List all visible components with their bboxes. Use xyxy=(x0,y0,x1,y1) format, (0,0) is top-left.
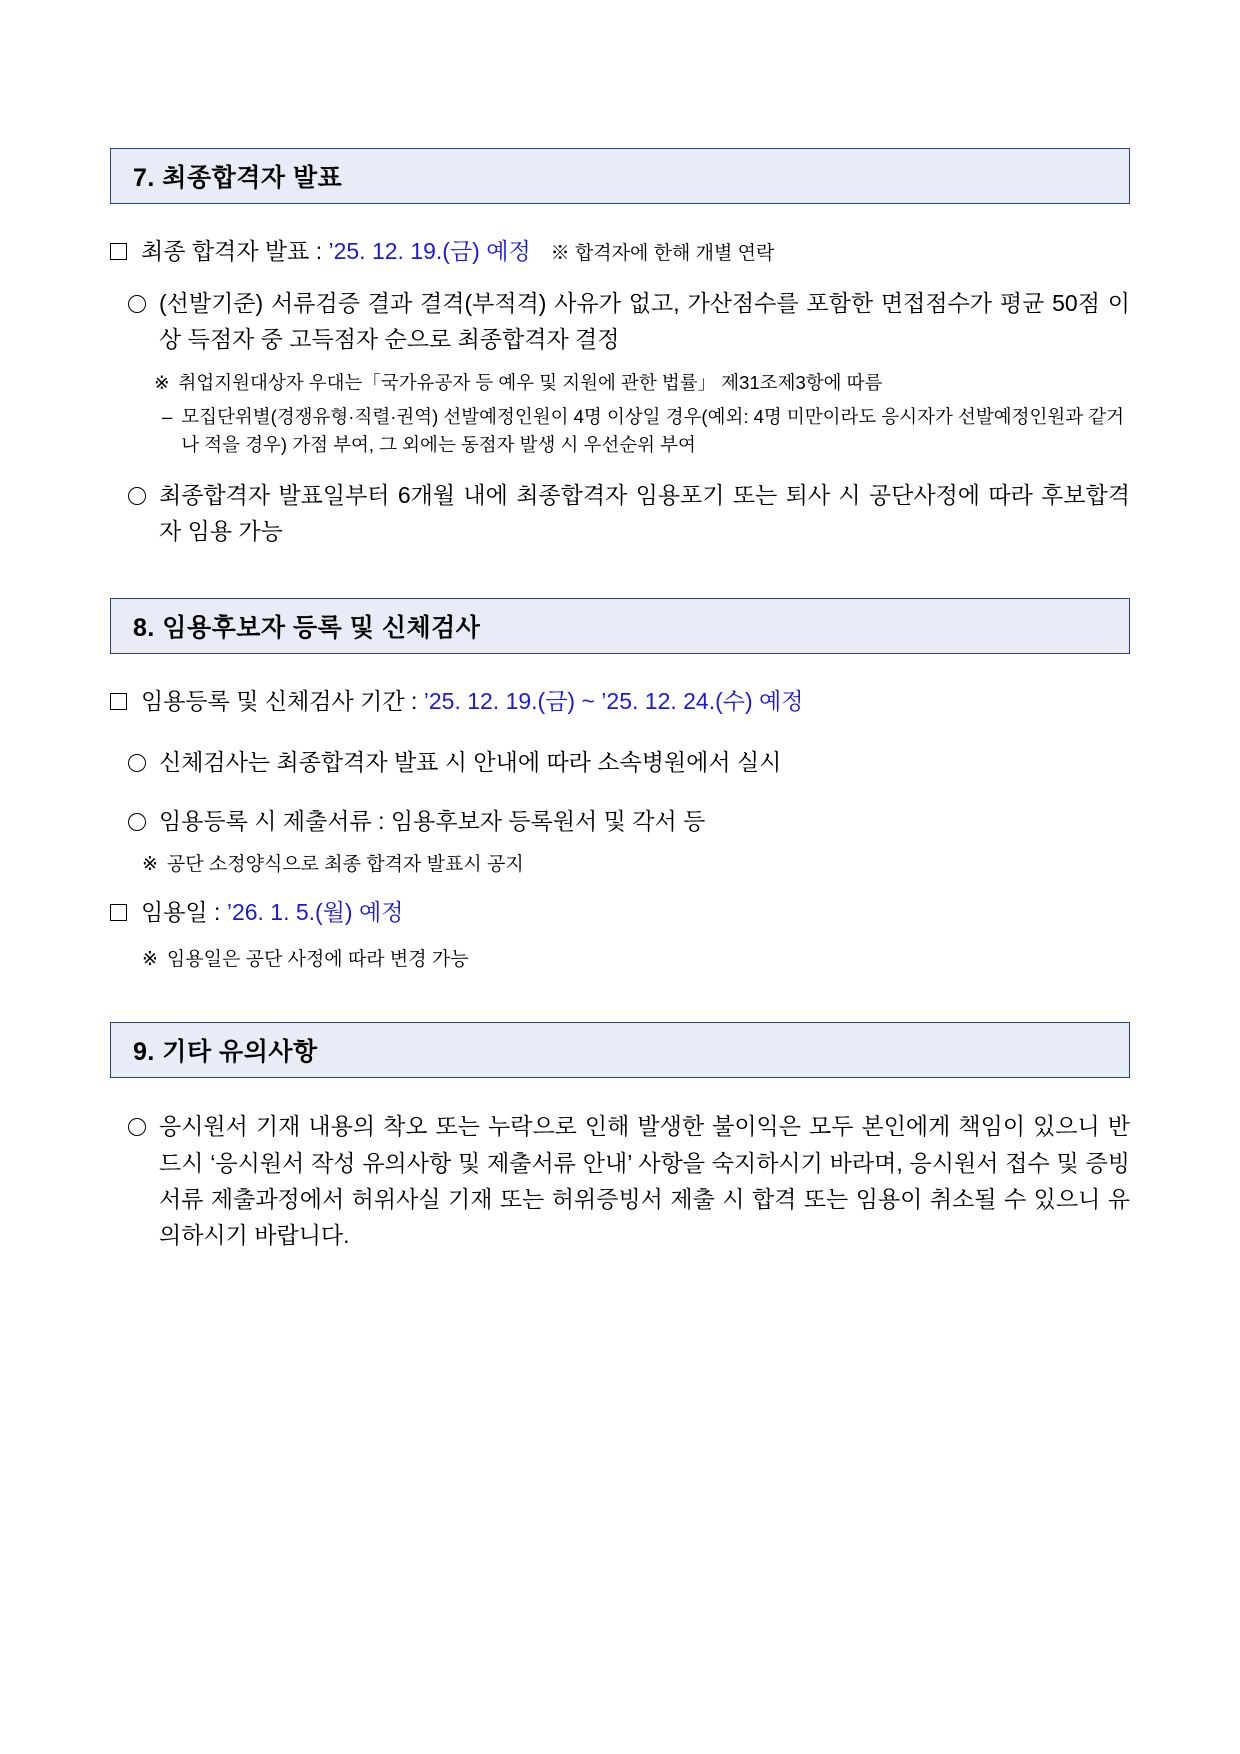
backup-candidate-text: 최종합격자 발표일부터 6개월 내에 최종합격자 임용포기 또는 퇴사 시 공단사정에 따라 후보합격자 임용 가능 xyxy=(159,482,1130,545)
dash-mark-icon: – xyxy=(162,405,173,427)
medical-exam-text: 신체검사는 최종합격자 발표 시 안내에 따라 소속병원에서 실시 xyxy=(159,749,782,776)
backup-candidate-line xyxy=(110,477,1130,550)
appointment-date-label: 임용일 : xyxy=(141,899,227,926)
submission-docs-text: 임용등록 시 제출서류 : 임용후보자 등록원서 및 각서 등 xyxy=(159,807,706,834)
circle-bullet-icon xyxy=(128,754,146,772)
submission-docs-note xyxy=(110,851,1130,880)
bonus-point-note-text: 모집단위별(경쟁유형·직렬·권역) 선발예정인원이 4명 이상일 경우(예외: 4명 미만이라도 응시자가 선발예정인원과 같거나 적을 경우) 가점 부여, 그 외에는 동점자 발생 시 우선순위 부여 xyxy=(181,405,1125,456)
circle-bullet-icon xyxy=(128,295,146,313)
reference-mark-icon: ※ xyxy=(142,948,158,970)
registration-period-text xyxy=(141,684,1130,719)
square-bullet-icon xyxy=(110,693,127,710)
final-announcement-label: 최종 합격자 발표 : xyxy=(141,238,329,264)
submission-docs-note-text: 공단 소정양식으로 최종 합격자 발표시 공지 xyxy=(166,853,524,875)
circle-bullet-icon xyxy=(128,487,146,505)
medical-exam-line xyxy=(110,744,1130,780)
final-announcement-text xyxy=(141,234,1130,269)
section-title-7: 7. 최종합격자 발표 xyxy=(133,164,343,192)
section-header-9 xyxy=(110,1022,1130,1078)
appointment-date-note-text: 임용일은 공단 사정에 따라 변경 가능 xyxy=(166,948,469,970)
section-7-body xyxy=(110,234,1130,550)
section-header-7 xyxy=(110,148,1130,204)
appointment-date-value: ’26. 1. 5.(월) 예정 xyxy=(226,899,404,926)
appointment-date-text xyxy=(141,895,1130,930)
final-announcement-date: ’25. 12. 19.(금) 예정 xyxy=(328,238,531,264)
square-bullet-icon xyxy=(110,904,127,921)
section-title-8: 8. 임용후보자 등록 및 신체검사 xyxy=(133,613,481,642)
appointment-date-line xyxy=(110,895,1130,930)
selection-criteria-line xyxy=(110,285,1130,358)
registration-period-date: ’25. 12. 19.(금) ~ ’25. 12. 24.(수) 예정 xyxy=(423,687,804,714)
section-8-body xyxy=(110,684,1130,975)
bonus-point-note xyxy=(110,403,1130,459)
appointment-date-note xyxy=(110,946,1130,975)
veterans-law-note xyxy=(110,369,1130,397)
reference-mark-icon: ※ xyxy=(154,372,170,394)
circle-bullet-icon xyxy=(128,1118,146,1136)
reference-mark-icon: ※ xyxy=(142,853,158,875)
section-header-8 xyxy=(110,598,1130,654)
square-bullet-icon xyxy=(110,243,127,260)
selection-criteria-text: (선발기준) 서류검증 결과 결격(부적격) 사유가 없고, 가산점수를 포함한 면접점수가 평균 50점 이상 득점자 중 고득점자 순으로 최종합격자 결정 xyxy=(159,289,1130,352)
submission-docs-line xyxy=(110,803,1130,839)
general-caution-text: 응시원서 기재 내용의 착오 또는 누락으로 인해 발생한 불이익은 모두 본인에게 책임이 있으니 반드시 ‘응시원서 작성 유의사항 및 제출서류 안내’ 사항을 숙지하시기 바라며, 응시원서 접수 및 증빙서류 제출과정에서 허위사실 기재 또는 허위증빙서 제출 시 합격 또는 임용이 취소될 수 있으니 유의하시기 바랍니다. xyxy=(159,1113,1130,1249)
veterans-law-note-text: 취업지원대상자 우대는「국가유공자 등 예우 및 지원에 관한 법률」 제31조제3항에 따름 xyxy=(178,372,883,394)
section-9-body xyxy=(110,1108,1130,1253)
registration-period-label: 임용등록 및 신체검사 기간 : xyxy=(141,687,424,714)
final-announcement-line xyxy=(110,234,1130,269)
final-announcement-note: ※ 합격자에 한해 개별 연락 xyxy=(550,243,775,264)
registration-period-line xyxy=(110,684,1130,719)
section-title-9: 9. 기타 유의사항 xyxy=(133,1038,318,1067)
general-caution-line xyxy=(110,1108,1130,1253)
circle-bullet-icon xyxy=(128,813,146,831)
